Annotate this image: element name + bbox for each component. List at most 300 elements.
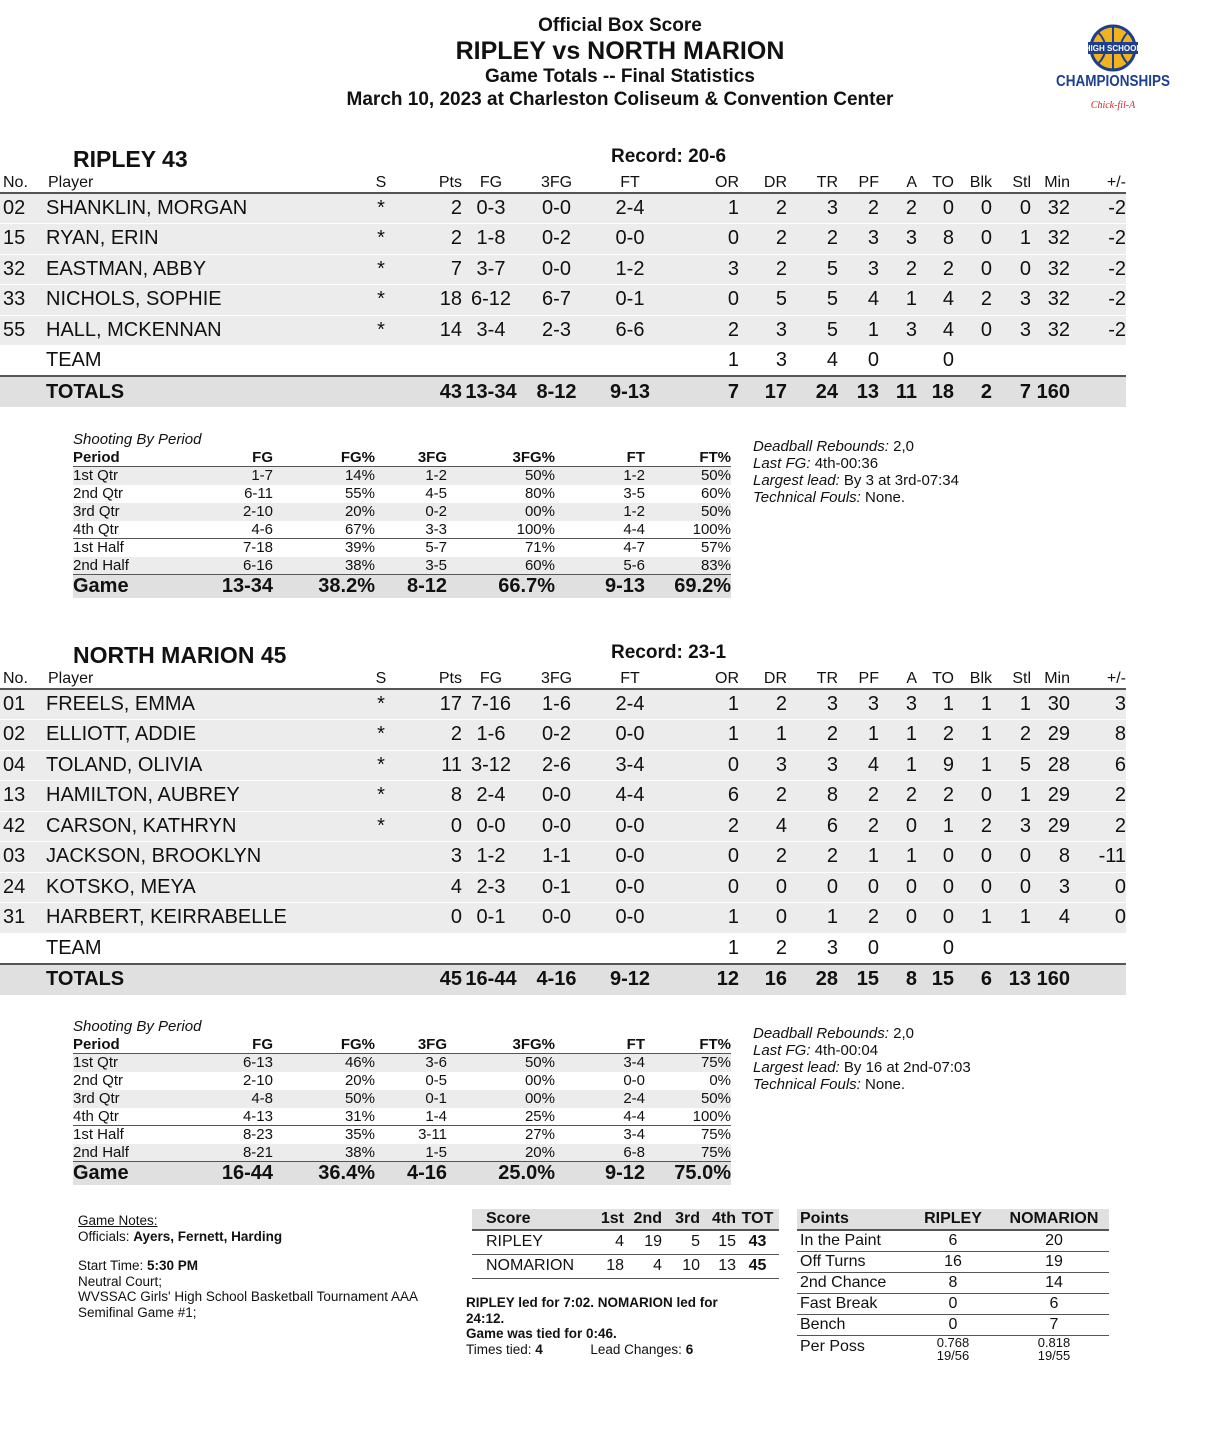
cell-plus-minus: 6	[1070, 750, 1126, 781]
shooting-period: Game	[73, 1162, 193, 1186]
cell-3fg: 0-0	[520, 903, 593, 934]
header-row	[0, 670, 1126, 689]
shooting-3fg-pct: 50%	[447, 1054, 555, 1072]
cell-stl: 3	[992, 811, 1031, 842]
team-notes-north-marion	[753, 1025, 971, 1093]
quarter-row	[73, 503, 731, 521]
cell-to: 0	[917, 346, 954, 377]
score-row	[472, 1254, 779, 1278]
shooting-ft: 4-4	[623, 520, 645, 538]
court-note: Neutral Court;	[78, 1273, 163, 1289]
cell-fg: 1-6	[462, 720, 520, 751]
shooting-3fg-pct: 20%	[447, 1144, 555, 1162]
cell-blk: 1	[954, 903, 992, 934]
column-header-stl: Stl	[992, 670, 1031, 689]
cell-starter: *	[336, 689, 426, 720]
cell-3fg: 8-12	[520, 376, 593, 407]
column-header-no: No.	[0, 670, 46, 689]
quarter-row	[73, 1090, 731, 1108]
shooting-ft: 4-7	[555, 539, 645, 557]
shooting-period: 3rd Qtr	[73, 1090, 193, 1108]
cell-starter: *	[336, 750, 426, 781]
cell-fg: 2-3	[462, 872, 520, 903]
cell-blk: 0	[954, 224, 992, 255]
column-header-tr: TR	[787, 670, 838, 689]
shooting-ft-pct: 50%	[645, 503, 731, 521]
cell-no: 42	[0, 811, 46, 842]
cell-or: 0	[667, 750, 739, 781]
quarter-row	[73, 485, 731, 503]
shooting-3fg-pct: 27%	[447, 1126, 555, 1144]
cell-blk: 6	[954, 964, 992, 995]
column-header-pts: Pts	[426, 670, 462, 689]
cell-blk: 2	[954, 285, 992, 316]
cell-pts: 0	[426, 903, 462, 934]
cell-blk: 2	[954, 811, 992, 842]
shooting-fg: 2-10	[193, 503, 273, 521]
cell-fg: 1-8	[462, 224, 520, 255]
cell-pf: 0	[838, 872, 879, 903]
cell-a: 1	[879, 285, 917, 316]
score-cell: 18	[584, 1254, 624, 1278]
team-title: RIPLEY 43	[73, 146, 188, 172]
cell-min: 29	[1031, 720, 1070, 751]
cell-stl: 2	[992, 720, 1031, 751]
shooting-ft: 9-12	[555, 1162, 645, 1186]
shooting-3fg-pct: 25.0%	[447, 1162, 555, 1186]
column-header-pf: PF	[838, 174, 879, 193]
cell-plus-minus: -2	[1070, 315, 1126, 346]
column-header-pts: Pts	[426, 174, 462, 193]
cell-no: 02	[0, 193, 46, 224]
shooting-fg: 6-11	[244, 485, 273, 502]
cell-stl: 3	[992, 315, 1031, 346]
cell-tr: 5	[787, 315, 838, 346]
cell-ft: 3-4	[593, 750, 667, 781]
cell-fg: 2-4	[462, 781, 520, 812]
cell-or: 7	[667, 376, 739, 407]
shooting-period: Game	[73, 575, 193, 599]
cell-pts: 7	[426, 254, 462, 285]
cell-blk: 0	[954, 872, 992, 903]
logo-top-text: HIGH SCHOOL	[1084, 44, 1142, 53]
cell-fg: 3-7	[462, 254, 520, 285]
cell-pts: 4	[426, 872, 462, 903]
cell-3fg: 0-2	[520, 720, 593, 751]
cell-to: 8	[917, 224, 954, 255]
cell-stl: 5	[992, 750, 1031, 781]
shooting-caption: Shooting By Period	[73, 431, 202, 448]
player-row	[0, 903, 1126, 934]
cell-player: HAMILTON, AUBREY	[46, 781, 336, 812]
cell-dr: 17	[739, 376, 787, 407]
cell-no: 32	[0, 254, 46, 285]
shooting-fg: 16-44	[193, 1162, 273, 1186]
player-row	[0, 285, 1126, 316]
cell-pf: 4	[838, 285, 879, 316]
cell-plus-minus: -2	[1070, 224, 1126, 255]
column-header-player: Player	[46, 174, 336, 193]
quarter-row	[73, 1072, 731, 1090]
shooting-3fg-pct: 00%	[524, 1072, 555, 1089]
shooting-fg-pct: 38.2%	[273, 575, 375, 599]
cell-or: 1	[667, 689, 739, 720]
cell-dr: 2	[739, 224, 787, 255]
shooting-fg-pct: 38%	[273, 1144, 375, 1162]
logo-main-text: CHAMPIONSHIPS	[1056, 73, 1170, 90]
column-header-to: TO	[917, 670, 954, 689]
shooting-fg: 6-16	[193, 557, 273, 575]
shooting-period: 2nd Qtr	[73, 485, 124, 502]
shooting-by-period-ripley	[73, 431, 731, 598]
cell-no: 02	[0, 720, 46, 751]
player-row	[0, 193, 1126, 224]
cell-a: 2	[879, 254, 917, 285]
shooting-ft-pct: 75%	[645, 1126, 731, 1144]
cell-plus-minus: -11	[1070, 842, 1126, 873]
cell-ft	[593, 933, 667, 964]
points-cell: Off Turns	[797, 1251, 907, 1272]
shooting-ft-pct: 69.2%	[645, 575, 731, 599]
cell-plus-minus: 2	[1070, 811, 1126, 842]
cell-plus-minus: -2	[1070, 285, 1126, 316]
team-record: Record: 23-1	[611, 642, 727, 663]
column-header-blk: Blk	[954, 670, 992, 689]
shooting-3fg: 3-3	[425, 520, 447, 538]
score-cell: 5	[662, 1230, 700, 1254]
cell-fg: 3-4	[462, 315, 520, 346]
score-header-3rd: 3rd	[662, 1209, 700, 1230]
cell-player: CARSON, KATHRYN	[46, 811, 336, 842]
points-cell: 6	[999, 1293, 1109, 1314]
points-cell: Fast Break	[797, 1293, 907, 1314]
score-header-1st: 1st	[584, 1209, 624, 1230]
lead-summary	[466, 1295, 756, 1357]
cell-to: 0	[917, 933, 954, 964]
deadball-value: 2,0	[893, 1025, 914, 1042]
cell-blk: 2	[954, 376, 992, 407]
lead-changes-value: 6	[685, 1341, 694, 1357]
cell-tr: 0	[787, 872, 838, 903]
cell-to: 0	[917, 193, 954, 224]
shooting-fg-pct: 31%	[344, 1107, 375, 1125]
cell-pts: 45	[426, 964, 462, 995]
cell-a	[879, 933, 917, 964]
points-cell: 6	[907, 1230, 999, 1251]
score-header-2nd: 2nd	[624, 1209, 662, 1230]
cell-min: 29	[1031, 781, 1070, 812]
cell-dr: 2	[739, 193, 787, 224]
shooting-header-ft-pct: FT%	[645, 1036, 731, 1054]
shooting-3fg: 4-16	[375, 1162, 447, 1186]
cell-player: TOLAND, OLIVIA	[46, 750, 336, 781]
game-row	[73, 575, 731, 599]
shooting-period: 4th Qtr	[73, 1107, 119, 1125]
cell-pf: 1	[838, 842, 879, 873]
cell-dr: 0	[739, 872, 787, 903]
cell-3fg: 0-0	[520, 781, 593, 812]
cell-or: 1	[667, 720, 739, 751]
points-cell: 8	[907, 1272, 999, 1293]
player-row	[0, 689, 1126, 720]
cell-starter: *	[336, 224, 426, 255]
cell-pts	[426, 346, 462, 377]
shooting-ft-pct: 75%	[645, 1054, 731, 1072]
player-row	[0, 315, 1126, 346]
shooting-ft: 1-2	[555, 467, 645, 485]
cell-no: 55	[0, 315, 46, 346]
tech-value: None.	[865, 489, 906, 506]
cell-min: 32	[1031, 224, 1070, 255]
cell-starter: *	[336, 781, 426, 812]
points-row	[797, 1230, 1109, 1251]
cell-ft: 6-6	[593, 315, 667, 346]
half-row	[73, 539, 731, 557]
game-notes-title: Game Notes:	[78, 1213, 158, 1228]
column-header-min: Min	[1031, 174, 1070, 193]
shooting-ft: 4-4	[623, 1107, 645, 1125]
cell-tr: 24	[787, 376, 838, 407]
cell-pf: 3	[838, 254, 879, 285]
shooting-fg: 6-13	[193, 1054, 273, 1072]
shooting-header-period: Period	[73, 1036, 193, 1054]
cell-fg	[462, 346, 520, 377]
cell-pts: 8	[426, 781, 462, 812]
shooting-ft: 3-5	[623, 485, 645, 502]
team-row	[0, 346, 1126, 377]
cell-starter	[336, 903, 426, 934]
shooting-ft: 9-13	[555, 575, 645, 599]
quarter-row	[73, 1054, 731, 1072]
shooting-period: 1st Half	[73, 539, 193, 557]
shooting-3fg-pct: 00%	[447, 1090, 555, 1108]
cell-a: 2	[879, 193, 917, 224]
game-row	[73, 1162, 731, 1186]
cell-pts: 2	[426, 224, 462, 255]
shooting-header-fg: FG	[193, 1036, 273, 1054]
score-header-row	[472, 1209, 779, 1230]
points-cell: 2nd Chance	[797, 1272, 907, 1293]
totals-row	[0, 964, 1126, 995]
score-cell: 4	[624, 1254, 662, 1278]
cell-to: 4	[917, 315, 954, 346]
box-score-table-ripley	[0, 174, 1126, 407]
cell-stl: 0	[992, 842, 1031, 873]
lead-label: Largest lead:	[753, 472, 840, 489]
shooting-fg: 4-6	[251, 520, 273, 538]
cell-pts: 0	[426, 811, 462, 842]
quarter-row	[73, 521, 731, 539]
box-score-table-north-marion	[0, 670, 1126, 995]
shooting-3fg-pct: 25%	[524, 1107, 555, 1125]
cell-dr: 3	[739, 315, 787, 346]
score-header-tot: TOT	[736, 1209, 779, 1230]
cell-a: 1	[879, 720, 917, 751]
cell-stl: 3	[992, 285, 1031, 316]
column-header-tr: TR	[787, 174, 838, 193]
lastfg-label: Last FG:	[753, 455, 811, 472]
cell-ft	[593, 346, 667, 377]
points-cell: Bench	[797, 1314, 907, 1335]
shooting-header-row	[73, 449, 731, 467]
lead-value: By 16 at 2nd-07:03	[843, 1059, 971, 1076]
column-header-a: A	[879, 174, 917, 193]
shooting-3fg-pct: 00%	[447, 503, 555, 521]
cell-min: 8	[1031, 842, 1070, 873]
column-header-plus-minus: +/-	[1070, 174, 1126, 193]
cell-fg: 16-44	[462, 964, 520, 995]
points-row	[797, 1293, 1109, 1314]
shooting-ft-pct: 100%	[692, 520, 731, 538]
cell-pts: 14	[426, 315, 462, 346]
cell-pts: 11	[426, 750, 462, 781]
cell-ft: 0-0	[593, 872, 667, 903]
per-poss-nomarion-fraction: 19/55	[1037, 1347, 1071, 1363]
header-line-3: Game Totals -- Final Statistics	[485, 66, 755, 87]
player-row	[0, 842, 1126, 873]
cell-pf: 3	[838, 224, 879, 255]
cell-no	[0, 376, 46, 407]
shooting-period: 2nd Half	[73, 1144, 193, 1162]
shooting-by-period-north-marion	[73, 1018, 731, 1185]
shooting-ft-pct: 75%	[645, 1144, 731, 1162]
shooting-3fg-pct: 66.7%	[447, 575, 555, 599]
per-poss-label: Per Poss	[800, 1337, 865, 1355]
cell-player: ELLIOTT, ADDIE	[46, 720, 336, 751]
points-header-row	[797, 1209, 1109, 1230]
cell-or: 0	[667, 285, 739, 316]
cell-starter	[336, 872, 426, 903]
cell-a: 1	[879, 842, 917, 873]
cell-tr: 5	[787, 285, 838, 316]
shooting-header-ft: FT	[555, 449, 645, 467]
cell-or: 2	[667, 315, 739, 346]
cell-or: 1	[667, 346, 739, 377]
cell-pf: 1	[838, 315, 879, 346]
cell-pf: 2	[838, 811, 879, 842]
cell-plus-minus: -2	[1070, 193, 1126, 224]
cell-to: 0	[917, 842, 954, 873]
lastfg-value: 4th-00:36	[814, 455, 879, 472]
shooting-fg-pct: 20%	[344, 1072, 375, 1089]
shooting-3fg: 0-2	[375, 503, 447, 521]
half-row	[73, 1126, 731, 1144]
cell-to: 15	[917, 964, 954, 995]
cell-min: 28	[1031, 750, 1070, 781]
cell-stl: 1	[992, 781, 1031, 812]
cell-starter: *	[336, 285, 426, 316]
start-time-label: Start Time:	[78, 1258, 144, 1273]
cell-to: 2	[917, 720, 954, 751]
times-tied-value: 4	[535, 1341, 543, 1357]
shooting-3fg: 1-2	[375, 467, 447, 485]
cell-plus-minus	[1070, 376, 1126, 407]
cell-dr: 1	[739, 720, 787, 751]
shooting-caption: Shooting By Period	[73, 1018, 202, 1035]
quarter-row	[73, 1108, 731, 1126]
shooting-fg-pct: 35%	[273, 1126, 375, 1144]
shooting-3fg: 5-7	[375, 539, 447, 557]
cell-no: 24	[0, 872, 46, 903]
start-time-value: 5:30 PM	[147, 1258, 199, 1273]
cell-fg: 6-12	[462, 285, 520, 316]
cell-ft: 0-1	[593, 285, 667, 316]
cell-tr: 2	[787, 842, 838, 873]
cell-stl: 0	[992, 254, 1031, 285]
shooting-ft-pct: 50%	[645, 1090, 731, 1108]
cell-no	[0, 933, 46, 964]
cell-tr: 28	[787, 964, 838, 995]
cell-3fg: 0-0	[520, 811, 593, 842]
shooting-3fg-pct: 71%	[447, 539, 555, 557]
game-notes	[78, 1213, 458, 1320]
cell-blk: 0	[954, 315, 992, 346]
cell-pf: 13	[838, 376, 879, 407]
cell-plus-minus: 0	[1070, 872, 1126, 903]
shooting-3fg: 8-12	[375, 575, 447, 599]
score-cell: 45	[736, 1254, 779, 1278]
points-row	[797, 1314, 1109, 1335]
shooting-fg-pct: 20%	[273, 503, 375, 521]
shooting-header-3fg-pct: 3FG%	[447, 449, 555, 467]
cell-3fg: 0-2	[520, 224, 593, 255]
cell-pts: 43	[426, 376, 462, 407]
cell-player: TEAM	[46, 346, 336, 377]
per-poss-nomarion-value: 0.818	[1037, 1334, 1071, 1350]
cell-pf: 1	[838, 720, 879, 751]
cell-a: 1	[879, 750, 917, 781]
score-cell: 19	[624, 1230, 662, 1254]
team-record: Record: 20-6	[611, 146, 727, 167]
shooting-ft: 3-4	[555, 1126, 645, 1144]
cell-a: 3	[879, 224, 917, 255]
shooting-ft-pct: 50%	[645, 467, 731, 485]
quarter-row	[73, 467, 731, 485]
shooting-fg: 4-13	[242, 1107, 273, 1125]
cell-plus-minus: 0	[1070, 903, 1126, 934]
half-row	[73, 557, 731, 575]
shooting-3fg: 3-6	[375, 1054, 447, 1072]
column-header-no: No.	[0, 174, 46, 193]
cell-starter	[336, 842, 426, 873]
cell-dr: 3	[739, 750, 787, 781]
cell-to: 0	[917, 903, 954, 934]
cell-stl	[992, 346, 1031, 377]
cell-min: 32	[1031, 254, 1070, 285]
deadball-value: 2,0	[893, 438, 914, 455]
cell-ft: 0-0	[593, 842, 667, 873]
cell-a: 2	[879, 781, 917, 812]
cell-3fg: 1-1	[520, 842, 593, 873]
deadball-label: Deadball Rebounds:	[753, 1025, 889, 1042]
shooting-fg-pct: 14%	[273, 467, 375, 485]
shooting-header-3fg-pct: 3FG%	[447, 1036, 555, 1054]
shooting-period: 1st Qtr	[73, 467, 193, 485]
cell-min: 32	[1031, 315, 1070, 346]
cell-stl: 13	[992, 964, 1031, 995]
per-poss-ripley-value: 0.768	[936, 1334, 970, 1350]
cell-a: 3	[879, 315, 917, 346]
shooting-ft: 3-4	[555, 1054, 645, 1072]
shooting-header-3fg: 3FG	[375, 1036, 447, 1054]
shooting-ft: 1-2	[555, 503, 645, 521]
per-poss-ripley-fraction: 19/56	[936, 1347, 970, 1363]
cell-3fg: 2-6	[520, 750, 593, 781]
cell-min: 30	[1031, 689, 1070, 720]
shooting-3fg: 1-4	[425, 1107, 447, 1125]
cell-stl: 1	[992, 224, 1031, 255]
shooting-fg: 8-21	[193, 1144, 273, 1162]
